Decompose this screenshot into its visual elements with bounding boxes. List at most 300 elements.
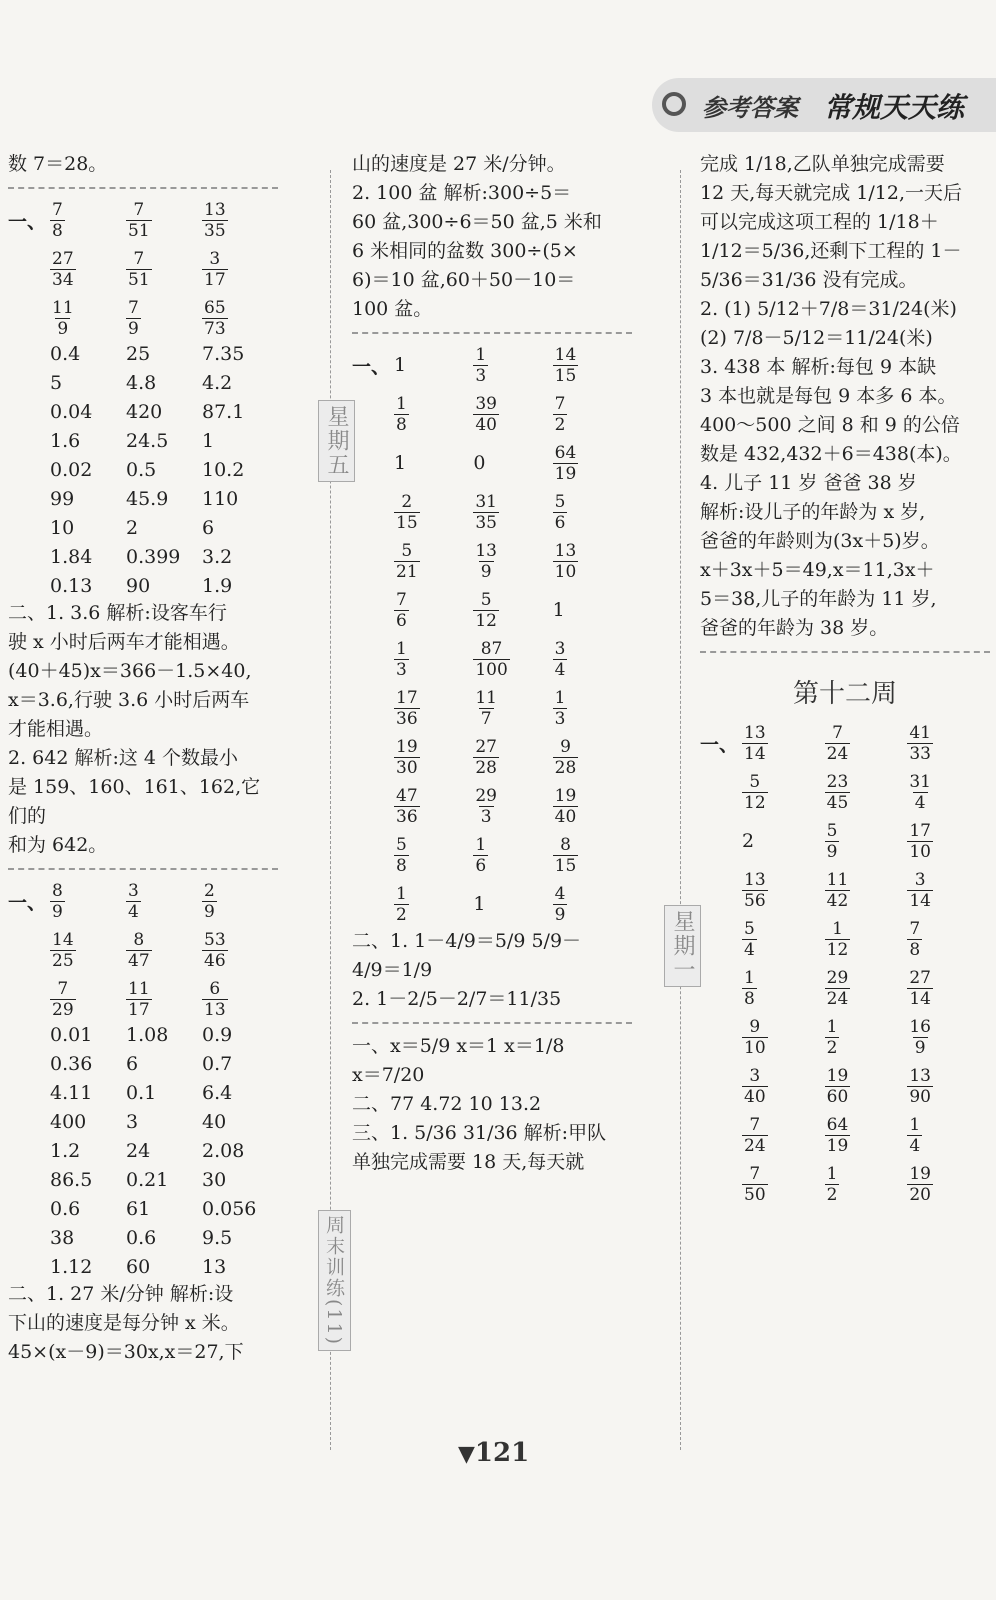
section-label bbox=[700, 916, 742, 962]
denominator: 12 bbox=[826, 939, 849, 960]
answer-cell bbox=[742, 1014, 825, 1060]
answer-cell: 0.36 bbox=[50, 1053, 93, 1075]
text-line: 爸爸的年龄则为(3x＋5)岁。 bbox=[700, 530, 940, 552]
answer-cell bbox=[553, 440, 632, 486]
answer-cell bbox=[825, 769, 908, 815]
fraction bbox=[394, 737, 420, 778]
answer-cell bbox=[202, 197, 278, 243]
answer-cell: 25 bbox=[126, 343, 151, 365]
denominator: 47 bbox=[128, 950, 150, 971]
denominator: 12 bbox=[475, 610, 497, 631]
text-line: 是 159、160、161、162,它们的 bbox=[8, 776, 261, 827]
answer-cell bbox=[553, 734, 632, 780]
answer-cell: 6 bbox=[202, 517, 215, 539]
text-line: 单独完成需要 18 天,每天就 bbox=[352, 1151, 585, 1173]
fraction bbox=[394, 835, 409, 876]
answer-cell: 99 bbox=[50, 488, 75, 510]
divider bbox=[700, 651, 990, 653]
numerator: 27 bbox=[909, 967, 931, 988]
numerator: 13 bbox=[204, 199, 226, 220]
section-label bbox=[700, 965, 742, 1011]
answer-cell bbox=[50, 878, 126, 924]
answer-grid bbox=[352, 342, 632, 927]
numerator: 19 bbox=[396, 736, 418, 757]
section-label bbox=[700, 1014, 742, 1060]
answer-cell bbox=[907, 965, 990, 1011]
answer-cell: 1.84 bbox=[50, 546, 93, 568]
section-label bbox=[8, 1254, 50, 1280]
denominator: 100 bbox=[475, 659, 508, 680]
text-line: 6 米相同的盆数 300÷(5× bbox=[352, 240, 578, 262]
text-line: 完成 1/18,乙队单独完成需要 bbox=[700, 153, 945, 175]
denominator: 24 bbox=[826, 743, 849, 764]
answer-cell bbox=[907, 720, 990, 766]
denominator: 7 bbox=[480, 708, 492, 729]
header-brand: 常规天天练 bbox=[824, 91, 965, 124]
answer-cell bbox=[394, 881, 473, 927]
answer-cell bbox=[742, 1161, 825, 1207]
answer-cell bbox=[742, 965, 825, 1011]
numerator: 1 bbox=[832, 918, 843, 939]
numerator: 9 bbox=[560, 736, 571, 757]
text-line: 驶 x 小时后两车才能相遇。 bbox=[8, 631, 240, 653]
denominator: 36 bbox=[396, 806, 418, 827]
section-label bbox=[8, 486, 50, 512]
answer-cell bbox=[473, 636, 552, 682]
section-label bbox=[8, 1051, 50, 1077]
denominator: 13 bbox=[204, 999, 226, 1020]
denominator: 15 bbox=[554, 855, 577, 876]
divider bbox=[8, 868, 278, 870]
numerator: 19 bbox=[909, 1163, 931, 1184]
text-line: x＝7/20 bbox=[352, 1064, 425, 1086]
answer-cell: 1.08 bbox=[126, 1024, 169, 1046]
denominator: 9 bbox=[480, 561, 492, 582]
fraction bbox=[907, 1066, 933, 1107]
text-line: 解析:设儿子的年龄为 x 岁, bbox=[700, 501, 926, 523]
answer-cell bbox=[825, 1161, 908, 1207]
fraction bbox=[742, 723, 768, 764]
numerator: 7 bbox=[52, 199, 63, 220]
denominator: 14 bbox=[909, 890, 931, 911]
fraction bbox=[126, 881, 141, 922]
answer-cell bbox=[742, 1112, 825, 1158]
text-line: 爸爸的年龄为 38 岁。 bbox=[700, 617, 889, 639]
fraction bbox=[473, 345, 488, 386]
numerator: 19 bbox=[554, 785, 577, 806]
answer-cell bbox=[742, 867, 825, 913]
fraction bbox=[473, 541, 499, 582]
answer-cell bbox=[907, 769, 990, 815]
fraction bbox=[50, 930, 76, 971]
fraction bbox=[825, 919, 851, 960]
text-block bbox=[352, 150, 632, 324]
denominator: 9 bbox=[204, 901, 215, 922]
fraction bbox=[825, 1164, 840, 1205]
answer-cell bbox=[394, 636, 473, 682]
section-label bbox=[700, 867, 742, 913]
fraction bbox=[553, 492, 568, 533]
fraction bbox=[394, 541, 420, 582]
numerator: 14 bbox=[554, 344, 577, 365]
section-label bbox=[700, 818, 742, 864]
numerator: 7 bbox=[57, 978, 69, 999]
numerator: 1 bbox=[475, 834, 487, 855]
numerator: 1 bbox=[554, 687, 566, 708]
section-label bbox=[352, 783, 394, 829]
answer-cell: 4.2 bbox=[202, 372, 233, 394]
numerator: 1 bbox=[475, 344, 487, 365]
section-label bbox=[8, 1080, 50, 1106]
section-label bbox=[8, 976, 50, 1022]
fraction bbox=[553, 786, 579, 827]
answer-cell: 0.04 bbox=[50, 401, 93, 423]
text-line: 下山的速度是每分钟 x 米。 bbox=[8, 1312, 240, 1334]
section-label bbox=[8, 1138, 50, 1164]
text-line: 三、1. 5/36 31/36 解析:甲队 bbox=[352, 1122, 607, 1144]
answer-cell: 2 bbox=[742, 830, 755, 852]
fraction bbox=[907, 821, 933, 862]
answer-cell bbox=[202, 246, 278, 292]
numerator: 1 bbox=[909, 1114, 921, 1135]
answer-cell: 0.21 bbox=[126, 1169, 169, 1191]
text-line: 2. 1－2/5－2/7＝11/35 bbox=[352, 988, 562, 1010]
fraction bbox=[473, 639, 509, 680]
section-label bbox=[8, 246, 50, 292]
answer-cell: 1 bbox=[473, 893, 486, 915]
numerator: 8 bbox=[133, 929, 145, 950]
denominator: 19 bbox=[826, 1135, 849, 1156]
answer-cell: 1.6 bbox=[50, 430, 81, 452]
fraction bbox=[553, 688, 568, 729]
side-label-weekend: 周末训练(11) bbox=[318, 1210, 351, 1351]
text-line: 4/9＝1/9 bbox=[352, 959, 433, 981]
numerator: 3 bbox=[209, 248, 221, 269]
answer-cell bbox=[394, 587, 473, 633]
answer-grid bbox=[700, 720, 990, 1207]
answer-cell: 0.056 bbox=[202, 1198, 257, 1220]
fraction bbox=[473, 394, 499, 435]
answer-cell bbox=[50, 246, 126, 292]
numerator: 87 bbox=[480, 638, 503, 659]
text-line: 1/12＝5/36,还剩下工程的 1－ bbox=[700, 240, 962, 262]
answer-cell: 60 bbox=[126, 1256, 151, 1278]
fraction bbox=[50, 200, 65, 241]
denominator: 17 bbox=[128, 999, 150, 1020]
numerator: 5 bbox=[749, 771, 761, 792]
denominator: 2 bbox=[826, 1037, 838, 1058]
answer-cell bbox=[907, 1161, 990, 1207]
answer-cell bbox=[742, 720, 825, 766]
denominator: 3 bbox=[480, 806, 492, 827]
answer-cell: 9.5 bbox=[202, 1227, 233, 1249]
fraction bbox=[553, 835, 579, 876]
answer-column-3 bbox=[700, 150, 990, 1207]
numerator: 5 bbox=[554, 491, 566, 512]
numerator: 7 bbox=[133, 248, 145, 269]
numerator: 13 bbox=[554, 540, 577, 561]
denominator: 36 bbox=[396, 708, 418, 729]
text-line: 3 本也就是每包 9 本多 6 本。 bbox=[700, 385, 957, 407]
numerator: 4 bbox=[554, 883, 566, 904]
denominator: 56 bbox=[744, 890, 766, 911]
denominator: 8 bbox=[396, 855, 407, 876]
denominator: 12 bbox=[744, 792, 766, 813]
answer-cell bbox=[553, 538, 632, 584]
fraction bbox=[473, 786, 499, 827]
text-line: 二、1. 27 米/分钟 解析:设 bbox=[8, 1283, 234, 1305]
numerator: 7 bbox=[832, 722, 843, 743]
denominator: 8 bbox=[52, 220, 63, 241]
answer-cell bbox=[473, 734, 552, 780]
numerator: 1 bbox=[826, 1016, 838, 1037]
denominator: 24 bbox=[826, 988, 849, 1009]
numerator: 5 bbox=[480, 589, 492, 610]
text-line: x＋3x＋5＝49,x＝11,3x＋ bbox=[700, 559, 935, 581]
answer-cell bbox=[553, 636, 632, 682]
answer-cell bbox=[126, 246, 202, 292]
denominator: 40 bbox=[744, 1086, 766, 1107]
answer-grid bbox=[8, 1022, 278, 1280]
numerator: 8 bbox=[52, 880, 63, 901]
answer-cell bbox=[50, 197, 126, 243]
answer-cell bbox=[394, 734, 473, 780]
text-line: 山的速度是 27 米/分钟。 bbox=[352, 153, 566, 175]
denominator: 29 bbox=[52, 999, 74, 1020]
answer-cell: 0.6 bbox=[126, 1227, 157, 1249]
numerator: 31 bbox=[475, 491, 497, 512]
page-number: ▼121 bbox=[458, 1438, 530, 1468]
text-line: 6)＝10 盆,60＋50－10＝ bbox=[352, 269, 576, 291]
fraction bbox=[742, 1017, 768, 1058]
answer-cell: 0.5 bbox=[126, 459, 157, 481]
numerator: 11 bbox=[475, 687, 497, 708]
answer-cell bbox=[907, 1112, 990, 1158]
numerator: 64 bbox=[554, 442, 577, 463]
answer-cell bbox=[394, 391, 473, 437]
fraction bbox=[126, 930, 152, 971]
numerator: 41 bbox=[909, 722, 931, 743]
fraction bbox=[202, 881, 217, 922]
answer-cell: 6 bbox=[126, 1053, 139, 1075]
denominator: 15 bbox=[554, 365, 577, 386]
fraction bbox=[394, 394, 409, 435]
answer-cell: 0.01 bbox=[50, 1024, 93, 1046]
text-line: 5＝38,儿子的年龄为 11 岁, bbox=[700, 588, 937, 610]
fraction bbox=[553, 639, 568, 680]
fraction bbox=[394, 639, 409, 680]
fraction bbox=[907, 772, 933, 813]
fraction bbox=[126, 298, 141, 339]
answer-cell: 30 bbox=[202, 1169, 227, 1191]
answer-cell bbox=[907, 1014, 990, 1060]
answer-cell: 0.4 bbox=[50, 343, 81, 365]
answer-grid bbox=[8, 197, 278, 341]
denominator: 28 bbox=[475, 757, 497, 778]
section-label bbox=[8, 1167, 50, 1193]
divider bbox=[352, 1022, 632, 1024]
fraction bbox=[553, 394, 568, 435]
fraction bbox=[825, 1066, 851, 1107]
answer-cell bbox=[553, 391, 632, 437]
section-label bbox=[352, 440, 394, 486]
fraction bbox=[473, 688, 499, 729]
answer-cell bbox=[907, 916, 990, 962]
answer-cell: 0 bbox=[473, 452, 486, 474]
denominator: 10 bbox=[909, 841, 931, 862]
answer-grid bbox=[8, 341, 278, 599]
section-label bbox=[8, 515, 50, 541]
answer-cell: 0.1 bbox=[126, 1082, 157, 1104]
answer-cell bbox=[553, 685, 632, 731]
numerator: 64 bbox=[826, 1114, 849, 1135]
text-line: 才能相遇。 bbox=[8, 718, 104, 740]
answer-cell: 3 bbox=[126, 1111, 139, 1133]
fraction bbox=[825, 870, 851, 911]
numerator: 27 bbox=[475, 736, 497, 757]
answer-cell bbox=[825, 720, 908, 766]
section-label bbox=[8, 295, 50, 341]
denominator: 4 bbox=[744, 939, 755, 960]
answer-cell: 0.7 bbox=[202, 1053, 233, 1075]
denominator: 4 bbox=[914, 792, 926, 813]
denominator: 34 bbox=[52, 269, 74, 290]
text-line: x＝3.6,行驶 3.6 小时后两车 bbox=[8, 689, 250, 711]
fraction bbox=[742, 870, 768, 911]
numerator: 9 bbox=[749, 1016, 761, 1037]
section-label bbox=[8, 341, 50, 367]
denominator: 46 bbox=[204, 950, 226, 971]
denominator: 21 bbox=[396, 561, 418, 582]
text-line: 二、1. 1－4/9＝5/9 5/9－ bbox=[352, 930, 582, 952]
denominator: 24 bbox=[744, 1135, 766, 1156]
answer-cell bbox=[473, 342, 552, 388]
answer-cell: 1 bbox=[552, 599, 565, 621]
section-label bbox=[8, 927, 50, 973]
section-label bbox=[352, 685, 394, 731]
answer-cell: 61 bbox=[126, 1198, 151, 1220]
denominator: 28 bbox=[554, 757, 577, 778]
section-label bbox=[8, 370, 50, 396]
section-label bbox=[8, 1196, 50, 1222]
section-label: 一、 bbox=[8, 210, 47, 233]
answer-cell: 90 bbox=[126, 575, 151, 597]
fraction bbox=[50, 881, 65, 922]
numerator: 1 bbox=[744, 967, 755, 988]
answer-cell bbox=[473, 587, 552, 633]
answer-grid bbox=[8, 878, 278, 1022]
text-block bbox=[8, 599, 278, 860]
fraction bbox=[394, 492, 420, 533]
denominator: 14 bbox=[744, 743, 766, 764]
section-label bbox=[352, 538, 394, 584]
answer-cell: 1 bbox=[394, 354, 407, 376]
section-label bbox=[8, 1109, 50, 1135]
fraction bbox=[907, 1017, 933, 1058]
text-line: 60 盆,300÷6＝50 盆,5 米和 bbox=[352, 211, 602, 233]
numerator: 13 bbox=[909, 1065, 931, 1086]
fraction bbox=[394, 786, 420, 827]
numerator: 14 bbox=[52, 929, 74, 950]
numerator: 13 bbox=[744, 722, 766, 743]
numerator: 11 bbox=[52, 297, 74, 318]
answer-cell bbox=[126, 878, 202, 924]
text-line: 二、77 4.72 10 13.2 bbox=[352, 1093, 542, 1115]
section-label bbox=[700, 1063, 742, 1109]
answer-cell: 13 bbox=[202, 1256, 227, 1278]
denominator: 73 bbox=[204, 318, 226, 339]
text-line: 100 盆。 bbox=[352, 298, 433, 320]
fraction bbox=[907, 723, 933, 764]
text-line: 数是 432,432＋6＝438(本)。 bbox=[700, 443, 962, 465]
answer-cell bbox=[825, 916, 908, 962]
arrow-icon: ▼ bbox=[458, 1441, 475, 1467]
numerator: 5 bbox=[396, 834, 407, 855]
text-line: 和为 642。 bbox=[8, 834, 108, 856]
answer-cell: 0.6 bbox=[50, 1198, 81, 1220]
fraction bbox=[473, 590, 499, 631]
section-label bbox=[700, 1161, 742, 1207]
fraction bbox=[553, 443, 579, 484]
column-divider bbox=[680, 170, 681, 1450]
answer-cell: 40 bbox=[202, 1111, 227, 1133]
fraction bbox=[825, 1017, 840, 1058]
numerator: 1 bbox=[826, 1163, 838, 1184]
denominator: 9 bbox=[52, 901, 63, 922]
text-block bbox=[8, 1280, 278, 1367]
numerator: 65 bbox=[204, 297, 226, 318]
fraction bbox=[202, 979, 228, 1020]
text-line: 数 7＝28。 bbox=[8, 153, 108, 175]
answer-cell bbox=[50, 295, 126, 341]
text-block bbox=[700, 150, 990, 643]
numerator: 8 bbox=[560, 834, 571, 855]
numerator: 5 bbox=[401, 540, 413, 561]
answer-cell bbox=[126, 927, 202, 973]
answer-cell bbox=[202, 927, 278, 973]
answer-cell bbox=[825, 818, 908, 864]
section-label bbox=[700, 769, 742, 815]
fraction bbox=[825, 723, 851, 764]
answer-cell bbox=[50, 927, 126, 973]
answer-cell bbox=[202, 976, 278, 1022]
answer-cell: 0.9 bbox=[202, 1024, 233, 1046]
text-line: 400～500 之间 8 和 9 的公倍 bbox=[700, 414, 960, 436]
section-label bbox=[8, 544, 50, 570]
text-line: 2. 100 盆 解析:300÷5＝ bbox=[352, 182, 572, 204]
fraction bbox=[202, 200, 228, 241]
fraction bbox=[907, 1115, 922, 1156]
denominator: 6 bbox=[475, 855, 487, 876]
denominator: 42 bbox=[826, 890, 849, 911]
section-label bbox=[352, 832, 394, 878]
numerator: 7 bbox=[749, 1163, 761, 1184]
answer-cell bbox=[825, 965, 908, 1011]
numerator: 1 bbox=[396, 883, 407, 904]
answer-cell bbox=[907, 818, 990, 864]
section-label bbox=[352, 489, 394, 535]
denominator: 9 bbox=[826, 841, 838, 862]
fraction bbox=[825, 1115, 851, 1156]
section-label: 一、 bbox=[8, 891, 47, 914]
fraction bbox=[50, 979, 76, 1020]
denominator: 35 bbox=[475, 512, 497, 533]
numerator: 17 bbox=[396, 687, 418, 708]
fraction bbox=[202, 298, 228, 339]
answer-cell bbox=[473, 489, 552, 535]
answer-cell: 1 bbox=[202, 430, 215, 452]
numerator: 16 bbox=[909, 1016, 931, 1037]
